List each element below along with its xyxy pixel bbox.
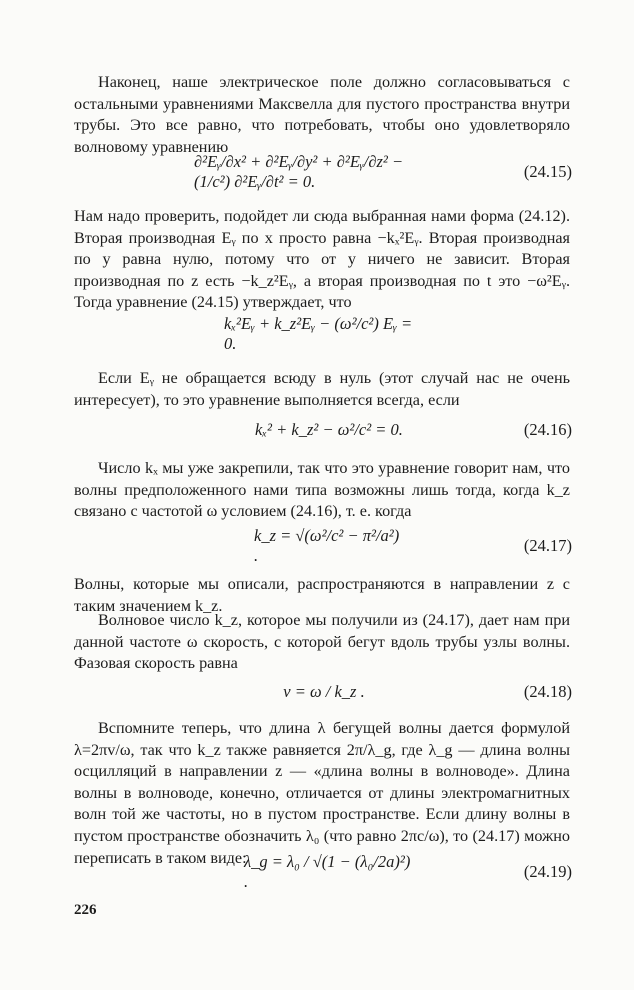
paragraph-2: Нам надо проверить, подойдет ли сюда выбранная нами форма (24.12). Вторая производная Eᵧ по x просто равна −kₓ²Eᵧ. Вторая производная по y равна нулю, потому что от y ничего не зависит. Вторая производная по z есть −k_z²Eᵧ, а вторая производная по t это −ω²Eᵧ. Тогда уравнение (24.15) утверждает, что [74, 207, 570, 312]
equation-formula: v = ω / k_z . [283, 682, 365, 701]
paragraph-3: Если Eᵧ не обращается всюду в нуль (этот случай нас не очень интересует), то это уравнение выполняется всегда, если [74, 369, 570, 409]
equation-24-17 [74, 524, 572, 568]
equation-number: (24.17) [523, 536, 572, 555]
paragraph-6: Волновое число k_z, которое мы получили из (24.17), дает нам при данной частоте ω скорость, с которой бегут вдоль трубы узлы волны. Фазовая скорость равна [74, 611, 570, 673]
equation-formula: ∂²Eᵧ/∂x² + ∂²Eᵧ/∂y² + ∂²Eᵧ/∂z² − (1/c²) ∂²Eᵧ/∂t² = 0. [194, 152, 404, 191]
equation-unnumbered [74, 312, 572, 356]
equation-number: (24.19) [523, 862, 572, 881]
equation-formula: kₓ² + k_z² − ω²/c² = 0. [255, 420, 403, 439]
equation-number: (24.16) [523, 420, 572, 439]
paragraph-5: Волны, которые мы описали, распространяются в направлении z с таким значением k_z. [74, 575, 570, 615]
paragraph-4: Число kₓ мы уже закрепили, так что это уравнение говорит нам, что волны предположенного нами типа возможны лишь тогда, когда k_z связано с частотой ω условием (24.16), т. е. когда [74, 459, 570, 521]
page-number: 226 [74, 902, 97, 918]
equation-24-18 [74, 670, 572, 714]
equation-formula: λ_g = λ₀ / √(1 − (λ₀/2a)²) . [244, 852, 411, 891]
equation-number: (24.18) [523, 682, 572, 701]
equation-number: (24.15) [523, 162, 572, 181]
paragraph-1: Наконец, наше электрическое поле должно согласовываться с остальными уравнениями Максвелла для пустого пространства внутри трубы. Это все равно, что потребовать, чтобы оно удовлетворяло волновому уравнению [74, 73, 570, 156]
equation-24-19 [74, 850, 572, 894]
paragraph-7: Вспомните теперь, что длина λ бегущей волны дается формулой λ=2πv/ω, так что k_z также равняется 2π/λ_g, где λ_g — длина волны осцилляций в направлении z — «длина волны в волноводе». Длина волны в волноводе, конечно, отличается от длины электромагнитных волн той же частоты, но в пустом пространстве. Если длину волны в пустом пространстве обозначить λ₀ (что равно 2πc/ω), то (24.17) можно переписать в таком виде: [74, 719, 570, 867]
equation-24-15 [74, 150, 572, 194]
equation-formula: kₓ²Eᵧ + k_z²Eᵧ − (ω²/c²) Eᵧ = 0. [224, 314, 413, 353]
equation-formula: k_z = √(ω²/c² − π²/a²) . [254, 526, 400, 565]
equation-24-16 [74, 408, 572, 452]
